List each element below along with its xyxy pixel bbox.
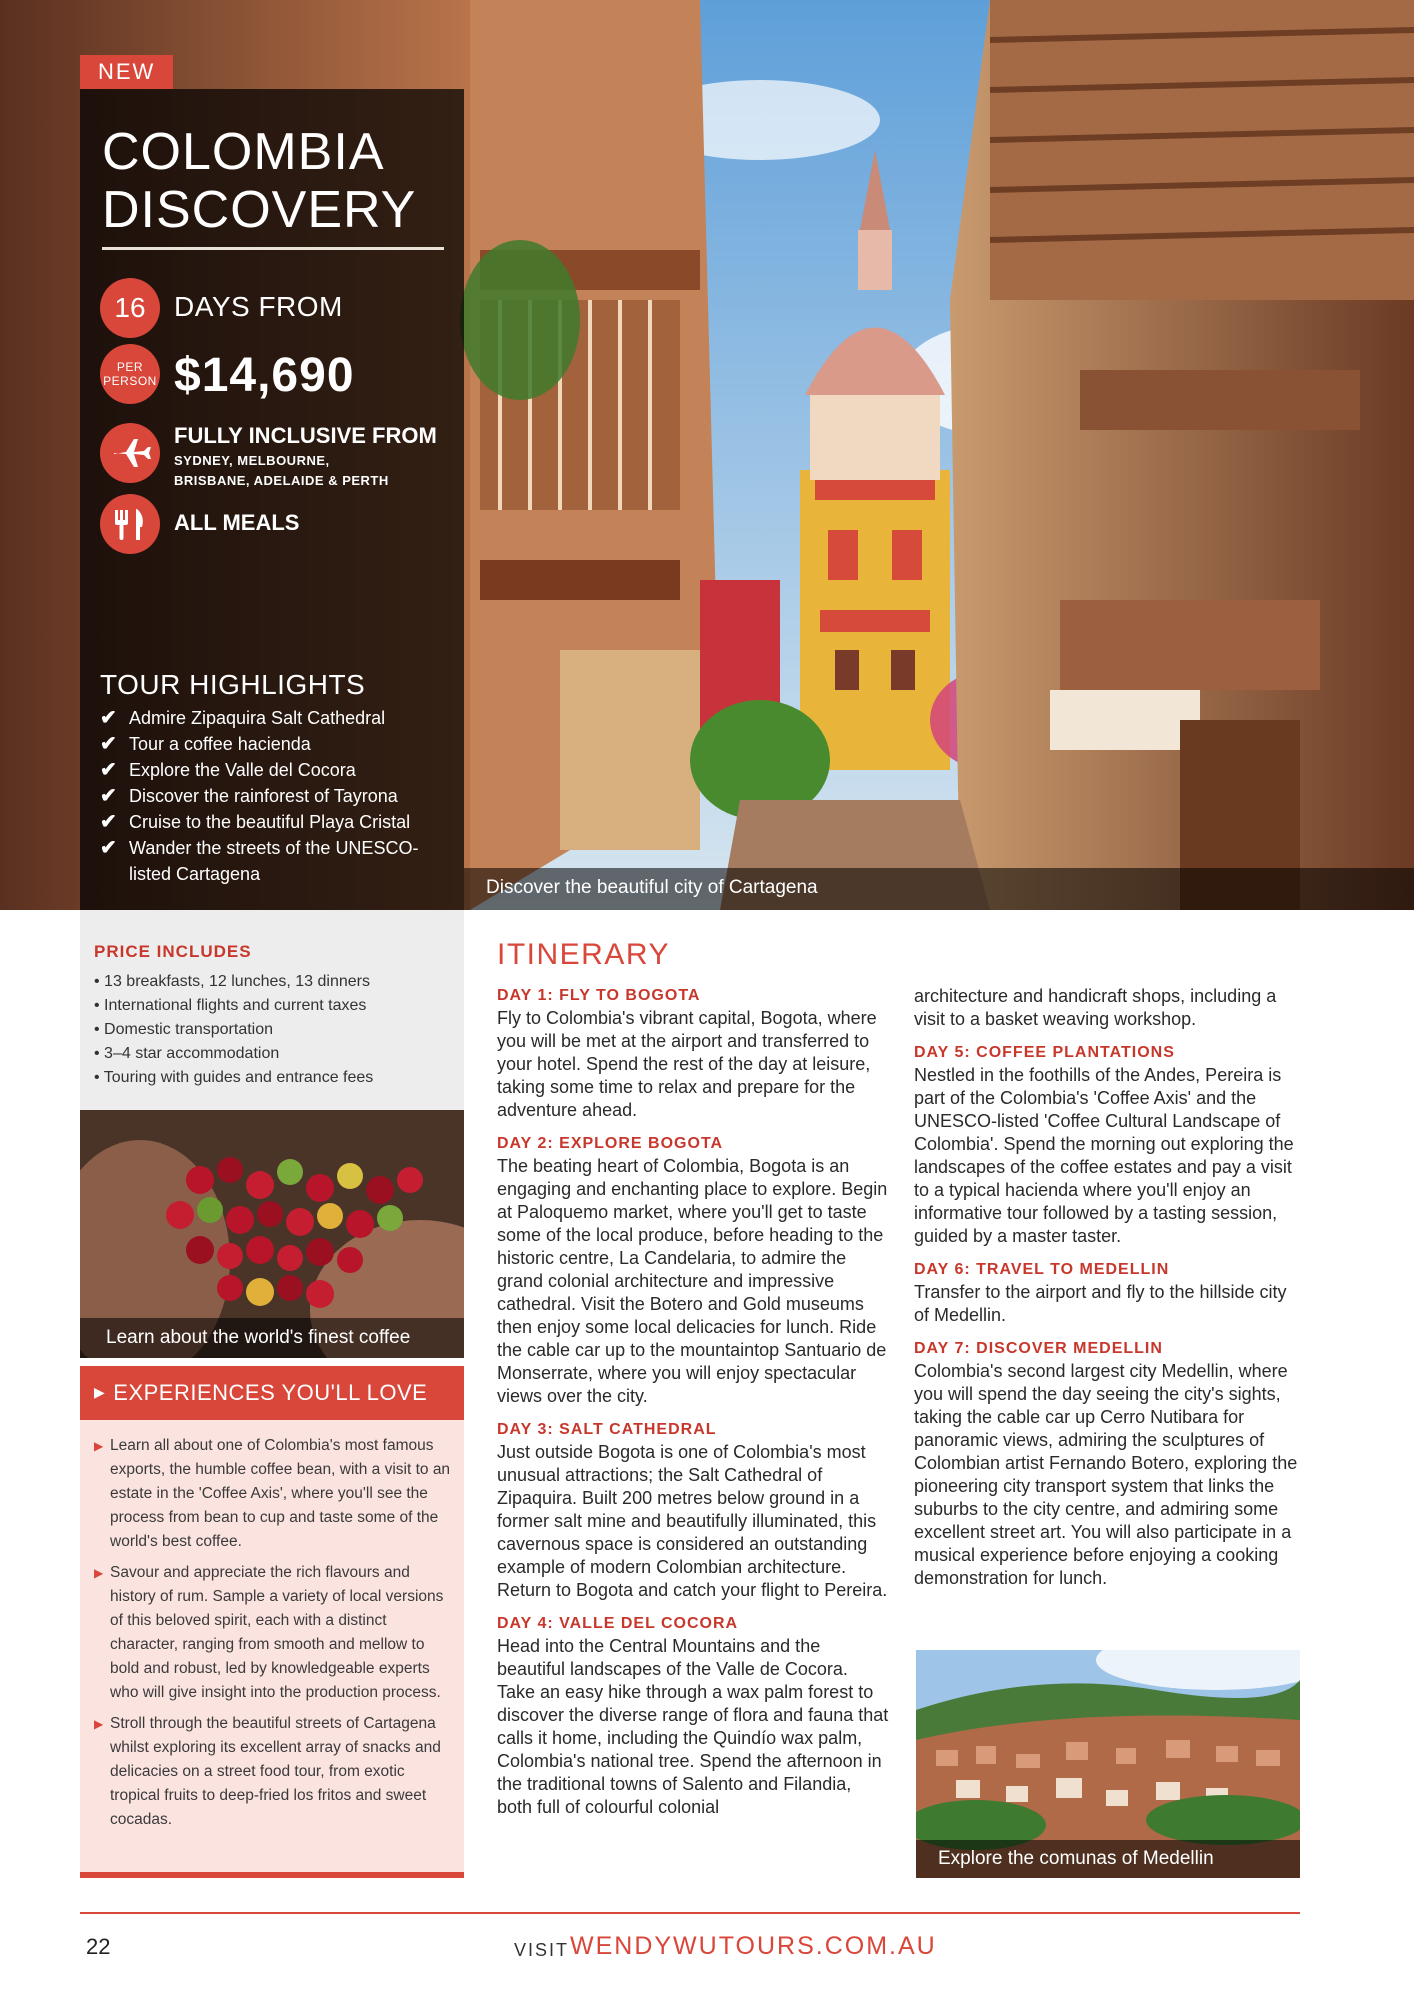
coffee-caption: Learn about the world's finest coffee (106, 1327, 411, 1348)
coffee-beans-photo (80, 1110, 464, 1358)
day-text: The beating heart of Colombia, Bogota is an engaging and enchanting place to explore. Begin at Paloquemo market, where you'll get to taste some of the local produce, before heading to the historic centre, La Candelaria, to admire the grand colonial architecture and impressive cathedral. Visit the Botero and Gold museums then enjoy some local delicacies for lunch. Ride the cable car up to the mountaintop Santuario de Monserrate, where you will enjoy spectacular views over the city. (497, 1156, 888, 1406)
highlights-list (100, 705, 445, 887)
experiences-bottom-rule (80, 1872, 464, 1878)
list-item: • International flights and current taxes (94, 994, 373, 1018)
list-item: ✔ Tour a coffee hacienda (100, 733, 311, 755)
triangle-right-icon: ▶ (94, 1566, 104, 1580)
experiences-list (94, 1434, 454, 1839)
list-item: ✔ Wander the streets of the UNESCO-listed Cartagena (100, 837, 419, 884)
list-item: • Domestic transportation (94, 1018, 373, 1042)
day-heading: DAY 7: DISCOVER MEDELLIN (914, 1340, 1163, 1357)
check-icon: ✔ (100, 707, 117, 729)
medellin-caption: Explore the comunas of Medellin (938, 1848, 1214, 1869)
per-person-circle (100, 344, 160, 404)
per-person-label: PER PERSON (103, 360, 157, 388)
list-item: ✔ Admire Zipaquira Salt Cathedral (100, 707, 386, 729)
day-heading: DAY 6: TRAVEL TO MEDELLIN (914, 1261, 1170, 1278)
check-icon: ✔ (100, 759, 117, 781)
day-heading: DAY 5: COFFEE PLANTATIONS (914, 1044, 1175, 1061)
departure-cities: SYDNEY, MELBOURNE, BRISBANE, ADELAIDE & PERTH (174, 453, 389, 488)
check-icon: ✔ (100, 811, 117, 833)
list-item: ✔ Explore the Valle del Cocora (100, 759, 356, 781)
cutlery-icon (100, 494, 160, 554)
days-from-label: DAYS FROM (174, 291, 343, 322)
coffee-caption-bar (80, 1318, 464, 1358)
tour-info-panel (80, 89, 464, 910)
check-icon: ✔ (100, 785, 117, 807)
footer-visit-label: VISIT (514, 1940, 570, 1960)
footer-website-link[interactable]: WENDYWUTOURS.COM.AU (570, 1932, 937, 1960)
experiences-header (80, 1366, 464, 1420)
inclusive-label: FULLY INCLUSIVE FROM (174, 423, 437, 448)
day-text-continued: architecture and handicraft shops, including a visit to a basket weaving workshop. (914, 986, 1277, 1029)
page-number: 22 (86, 1934, 111, 1959)
medellin-caption-bar (916, 1840, 1300, 1878)
day-heading: DAY 2: EXPLORE BOGOTA (497, 1135, 724, 1152)
title-divider (102, 247, 444, 250)
medellin-photo (916, 1650, 1300, 1878)
price-includes-box (80, 910, 464, 1110)
tour-title-line-1: COLOMBIA (102, 123, 385, 181)
day-text: Just outside Bogota is one of Colombia's most unusual attractions; the Salt Cathedral of Zipaquira. Built 200 metres below ground in a former salt mine and beautifully illuminated, this cavernous space is considered an outstanding example of modern Colombian architecture. Return to Bogota and catch your flight to Pereira. (497, 1442, 888, 1600)
day-heading: DAY 4: VALLE DEL COCORA (497, 1615, 739, 1632)
hero-caption-bar (464, 868, 1414, 910)
day-heading: DAY 1: FLY TO BOGOTA (497, 987, 701, 1004)
triangle-right-icon: ▶ (94, 1717, 104, 1731)
itinerary-column-2 (914, 985, 1306, 1601)
day-text: Nestled in the foothills of the Andes, Pereira is part of the Colombia's 'Coffee Axis' and the UNESCO-listed 'Coffee Cultural Landscape of Colombia'. Spend the morning out exploring the landscapes of the coffee estates and pay a visit to a typical hacienda where you'll enjoy an informative tour followed by a tasting session, guided by a master taster. (914, 1065, 1294, 1246)
all-meals-label: ALL MEALS (174, 510, 300, 535)
hero-image (0, 0, 1414, 910)
experiences-title: ▶ EXPERIENCES YOU'LL LOVE (94, 1380, 428, 1405)
day-heading: DAY 3: SALT CATHEDRAL (497, 1421, 717, 1438)
new-badge: NEW (80, 55, 173, 89)
tour-title-line-2: DISCOVERY (102, 181, 417, 239)
price-includes-title: PRICE INCLUDES (94, 942, 252, 961)
check-icon: ✔ (100, 837, 117, 859)
days-count: 16 (114, 292, 146, 323)
day-text: Head into the Central Mountains and the beautiful landscapes of the Valle de Cocora. Take an easy hike through a wax palm forest to discover the diverse range of flora and fauna that calls it home, including the Quindío wax palm, Colombia's national tree. Spend the afternoon in the traditional towns of Salento and Filandia, both full of colourful colonial (497, 1636, 889, 1817)
list-item: • Touring with guides and entrance fees (94, 1066, 373, 1090)
tour-title (102, 123, 416, 239)
footer-divider (80, 1912, 1300, 1914)
list-item: ✔ Cruise to the beautiful Playa Cristal (100, 811, 411, 833)
hero-caption: Discover the beautiful city of Cartagena (486, 877, 818, 898)
days-circle (100, 278, 160, 338)
triangle-right-icon: ▶ (94, 1439, 104, 1453)
day-text: Transfer to the airport and fly to the hillside city of Medellin. (914, 1282, 1287, 1325)
list-item: ▶ Learn all about one of Colombia's most famous exports, the humble coffee bean, with a visit to an estate in the 'Coffee Axis', where you'll see the process from bean to cup and taste some of the world's best coffee. (94, 1434, 454, 1554)
list-item: • 13 breakfasts, 12 lunches, 13 dinners (94, 970, 373, 994)
tour-price: $14,690 (174, 349, 355, 402)
price-includes-list (94, 970, 373, 1090)
plane-icon (100, 423, 160, 483)
check-icon: ✔ (100, 733, 117, 755)
list-item: ✔ Discover the rainforest of Tayrona (100, 785, 398, 807)
highlights-title: TOUR HIGHLIGHTS (100, 669, 366, 700)
itinerary-column-1 (497, 985, 889, 1830)
day-text: Colombia's second largest city Medellin, where you will spend the day seeing the city's sights, taking the cable car up Cerro Nutibara for panoramic views, admiring the sculptures of Colombian artist Fernando Botero, exploring the pioneering city transport system that links the suburbs to the city centre, and admiring some excellent street art. You will also participate in a musical experience before enjoying a cooking demonstration for lunch. (914, 1361, 1298, 1588)
triangle-right-icon: ▶ (94, 1384, 106, 1400)
experiences-box (80, 1420, 464, 1872)
list-item: ▶ Savour and appreciate the rich flavours and history of rum. Sample a variety of local versions of this beloved spirit, each with a distinct character, ranging from smooth and mellow to bold and robust, led by knowledgeable experts who will give insight into the production process. (94, 1561, 454, 1705)
day-text: Fly to Colombia's vibrant capital, Bogota, where you will be met at the airport and transferred to your hotel. Spend the rest of the day at leisure, taking some time to relax and prepare for the adventure ahead. (497, 1008, 877, 1120)
itinerary-title: ITINERARY (497, 938, 670, 971)
list-item: ▶ Stroll through the beautiful streets of Cartagena whilst exploring its excellent array of snacks and delicacies on a street food tour, from exotic tropical fruits to deep-fried los fritos and sweet cocadas. (94, 1712, 454, 1832)
list-item: • 3–4 star accommodation (94, 1042, 373, 1066)
